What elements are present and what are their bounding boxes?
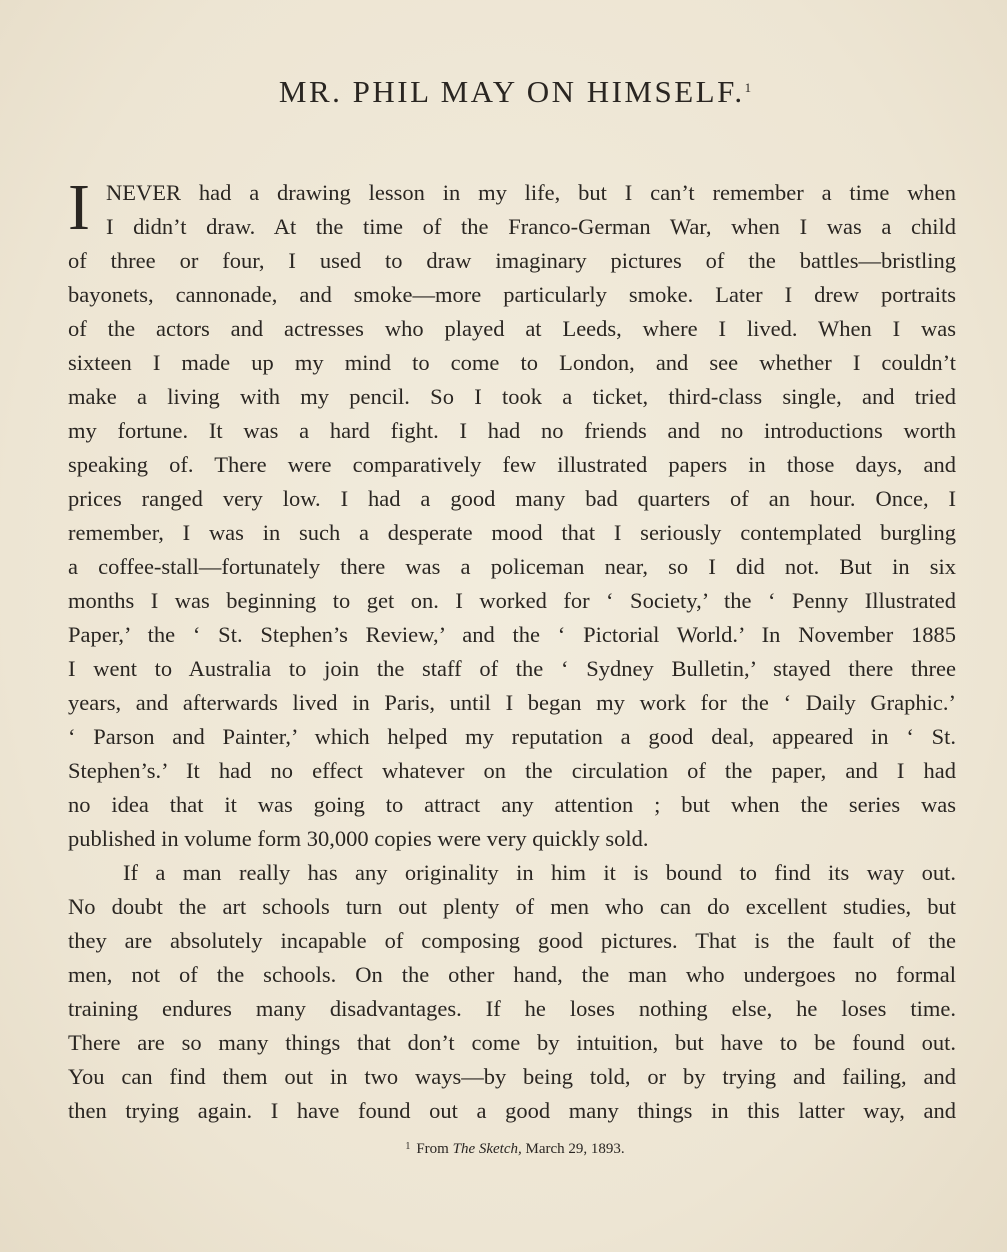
footnote	[0, 1141, 1007, 1158]
text-line: my fortune. It was a hard fight. I had no friends and no introductions worth	[68, 418, 956, 443]
text-line: Paper,’ the ‘ St. Stephen’s Review,’ and the ‘ Pictorial World.’ In November 1885	[68, 622, 956, 647]
text-line: No doubt the art schools turn out plenty of men who can do excellent studies, but	[68, 894, 956, 919]
footnote-publication: The Sketch,	[452, 1141, 522, 1157]
text-line: bayonets, cannonade, and smoke—more particularly smoke. Later I drew portraits	[68, 282, 956, 307]
text-line: I didn’t draw. At the time of the Franco-German War, when I was a child	[106, 214, 956, 239]
page-title	[0, 74, 1007, 110]
footnote-prefix: From	[416, 1141, 449, 1157]
body-text	[68, 171, 956, 1128]
text-line: months I was beginning to get on. I worked for ‘ Society,’ the ‘ Penny Illustrated	[68, 588, 956, 613]
title-footnote-marker: 1	[744, 80, 752, 95]
text-line: published in volume form 30,000 copies were very quickly sold.	[68, 826, 649, 851]
text-line: NEVER had a drawing lesson in my life, but I can’t remember a time when	[106, 180, 956, 205]
text-line: then trying again. I have found out a good many things in this latter way, and	[68, 1098, 956, 1123]
text-line: of the actors and actresses who played at Leeds, where I lived. When I was	[68, 316, 956, 341]
text-line: no idea that it was going to attract any attention ; but when the series was	[68, 792, 956, 817]
footnote-date: March 29, 1893.	[525, 1141, 625, 1157]
text-line: There are so many things that don’t come by intuition, but have to be found out.	[68, 1030, 956, 1055]
text-line: remember, I was in such a desperate mood that I seriously contemplated burgling	[68, 520, 956, 545]
text-line: Stephen’s.’ It had no effect whatever on the circulation of the paper, and I had	[68, 758, 956, 783]
text-line: years, and afterwards lived in Paris, until I began my work for the ‘ Daily Graphic.’	[68, 690, 956, 715]
text-line: I went to Australia to join the staff of the ‘ Sydney Bulletin,’ stayed there three	[68, 656, 956, 681]
text-line: a coffee-stall—fortunately there was a policeman near, so I did not. But in six	[68, 554, 956, 579]
text-line: You can find them out in two ways—by being told, or by trying and failing, and	[68, 1064, 956, 1089]
text-line: training endures many disadvantages. If he loses nothing else, he loses time.	[68, 996, 956, 1021]
text-line: of three or four, I used to draw imaginary pictures of the battles—bristling	[68, 248, 956, 273]
text-line: prices ranged very low. I had a good many bad quarters of an hour. Once, I	[68, 486, 956, 511]
drop-cap: I	[68, 171, 90, 244]
text-line: speaking of. There were comparatively few illustrated papers in those days, and	[68, 452, 956, 477]
title-text: MR. PHIL MAY ON HIMSELF.	[278, 74, 745, 109]
footnote-marker: 1	[405, 1141, 411, 1152]
text-line: If a man really has any originality in him it is bound to find its way out.	[123, 860, 956, 885]
text-line: make a living with my pencil. So I took a ticket, third-class single, and tried	[68, 384, 956, 409]
text-line: ‘ Parson and Painter,’ which helped my reputation a good deal, appeared in ‘ St.	[68, 724, 956, 749]
text-line: they are absolutely incapable of composing good pictures. That is the fault of the	[68, 928, 956, 953]
text-line: sixteen I made up my mind to come to London, and see whether I couldn’t	[68, 350, 956, 375]
text-line: men, not of the schools. On the other hand, the man who undergoes no formal	[68, 962, 956, 987]
